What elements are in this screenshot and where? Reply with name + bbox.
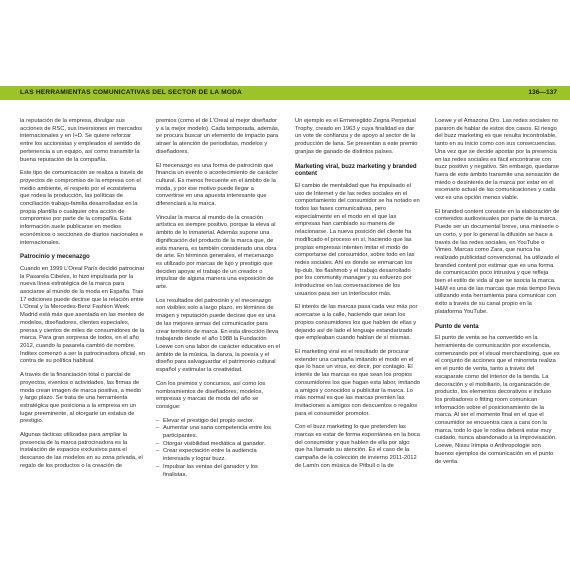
section-title: LAS HERRAMIENTAS COMUNICATIVAS DEL SECTOR DE LA MODA xyxy=(20,89,243,96)
paragraph: la reputación de la empresa, divulgar sus acciones de RSC, sus inversiones en mercados internacionales y en I+D. Se quiere reforzar entre los accionistas y empleados el sentido de pertenencia a un equipo, así como transmitir la buena reputación de la compañía. xyxy=(20,118,143,163)
paragraph: El mecenazgo es una forma de patrocinio que financia un evento o acontecimiento de carácter cultural. Es menos frecuente en el ámbito de la moda, y por ese motivo puede llegar a convertirse en una apuesta interesante que diferenciará a la marca. xyxy=(156,162,279,208)
paragraph: Un ejemplo es el Ermenegildo Zegna Perpetual Trophy, creado en 1963 y cuya finalidad es dar un vote de confianza y de apoyo al sector de la producción de lana. Se presentan a este premio granjas de ganado de distintos países. xyxy=(295,118,418,155)
paragraph: A través de la financiación total o parcial de proyectos, eventos o actividades, las firmas de moda crean imagen de marca positiva, a medio y largo plazo. Se trata de una herramienta estratégica que posiciona a la empresa en un lugar preeminente, al otorgarle un estatus de prestigio. xyxy=(20,372,142,425)
paragraph: Los resultados del patrocinio y el mecenazgo son visibles solo a largo plazo, en términos de imagen y reputación puede decirse que es una de las mejores armas del comunicador para crear territorio de marca. En esta dirección lleva trabajando desde el año 1988 la Fundación Loewe con una labor de carácter educativo en el ámbito de la música, la danza, la poesía y el diseño para salvaguardar el patrimonio cultural español y estimular la creatividad. xyxy=(156,297,281,374)
bullet-item: – Crear expectación entre la audiencia interesada y lograr buzz. xyxy=(156,448,281,463)
paragraph: Vincular la marca al mundo de la creación artística es siempre positivo, porque la eleva al ámbito de lo inmaterial. Además supone una dignificación del producto de la marca que, de esta manera, es también considerado una obra de arte. En términos generales, el mecenazgo es utilizado por marcas de lujo y prestigio que deciden apoyar el trabajo de un creador o impulsar de alguna manera una exposición de arte. xyxy=(156,214,277,291)
paragraph: premios (como el de L'Oreal al mejor diseñador y a la mejor modelo). Cada temporada, además, se procura buscar un elemento de impacto para atraer la atención de periodistas, modelos y diseñadores. xyxy=(156,118,280,155)
subheading: Patrocinio y mecenazgo xyxy=(20,253,90,261)
text-column-4 xyxy=(435,118,560,472)
subheading: Marketing viral, buzz marketing y branded content xyxy=(295,162,417,178)
paragraph: El cambio de mentalidad que ha impulsado el uso de Internet y de las redes sociales en el comportamiento del consumidor se ha notado en todos las fases comunicativas, pero especialmente en el modo en el que las empresas han cambiado su manera de relacionarse. La nueva posición del cliente ha modificado el proceso en sí, haciendo que las propias empresas intenten imitar el modo de comportarse del consumidor, sobre todo en las redes sociales. Ahí es donde se enmarcan los lip-dub, los flashmob y el trabajo desarrollado por los community manager y su esfuerzo por introducirse en las conversaciones de los usuarios para ser un interlocutor más. xyxy=(295,182,420,297)
page-numbers: 136—137 xyxy=(528,89,557,96)
paragraph: Loewe y el Amazona Oro. Las redes sociales no pararon de hablar de estos dos casos. El riesgo del buzz marketing es que resulta incontrolable, tanto en su inicio como con sus consecuencias. Una vez que se decide apostar por la presencia en las redes sociales es fácil encontrarse con buzz positivo y negativo. Sin embargo, quedarse fuera de este ámbito transmite una sensación de miedo o desinterés de la marca por estar en el escenario actual de las comunicaciones y cada vez es una opción menos viable. xyxy=(435,118,560,202)
section-header-bar xyxy=(0,86,570,100)
paragraph: El branded content consiste en la elaboración de contenidos audiovisuales por parte de la marca. Puede ser un documental breve, una miniserie o un corto, y por lo general la difusión se hace a través de las redes sociales, en YouTube o Vimeo. Marcas como Zara, que nunca ha realizado publicidad convencional, ha utilizado el branded content por estimar que es una forma de comunicación poco intrusiva y que refleja bien el estilo de vida al que se asocia la marca. H&M es una de las marcas que más tiempo lleva utilizando esta herramienta para comunicar con éxito a través de su canal propio en la plataforma YouTube. xyxy=(435,208,560,315)
bullet-item: – Elevar el prestigio del propio sector. xyxy=(156,418,281,426)
paragraph: El punto de venta se ha convertido en la herramienta de comunicación por excelencia, comenzando por el visual merchandising, que es el conjunto de acciones que el minorista realiza en el punto de venta, tanto a través del escaparate como del interior de la tienda. La decoración y el mobiliario, la organización de producto, los elementos decorativos e incluso los probadores o fitting room comunican información sobre el posicionamiento de la marca. Al ser el momento final en el que el consumidor se encuentra cara a cara con la marca, todo lo que le rodea deberá estar muy cuidado, nunca abandonado a la improvisación. Loewe, Nissu Irimpia o Anthropologie son buenos ejemplos de comunicación en el punto de venta. xyxy=(435,335,560,465)
paragraph: Algunas tácticas utilizadas para ampliar la presencia de la marca patrocinadora es la instalación de espacios exclusivos para el descanso de las modelos en su zona privada, el regalo de los productos o la creación de xyxy=(20,432,143,469)
paragraph: Este tipo de comunicación se realiza a través de proyectos de compromiso de la empresa con el medio ambiente, el respeto por el ecosistema que rodea la producción, las políticas de conciliación trabajo-familia desarrolladas en la propia plantilla o cualquier otra acción de compromiso por parte de la compañía. Esta información suele publicarse en medios económicos o secciones de diarios nacionales e internacionales. xyxy=(20,170,144,246)
bullet-item: – Impulsar las ventas del ganador y los finalistas. xyxy=(156,464,281,479)
bullet-list xyxy=(156,418,281,480)
paragraph: Con el buzz marketing lo que pretenden las marcas es estar de forma espontánea en la boca del consumidor y que hablen de ella por algo que ha llamado su atención. Es el caso de la campaña de la colección de invierno 2011-2012 de Lamín con música de Pitbull o la de xyxy=(295,424,420,469)
paragraph: El interés de las marcas pasa cada vez más por acercarse a la calle, haciendo que sean los propios consumidores los que hablen de ellas y dejando así de lado el lenguaje estandarizado que empleaban cuando hablan de sí mismas. xyxy=(295,304,418,342)
subheading: Punto de venta xyxy=(435,322,479,330)
paragraph: Con los premios y concursos, así como los nombramientos de diseñadores, modelos, empresas y marcas de moda del año se consigue: xyxy=(156,380,266,410)
bullet-item: – Otorgar visibilidad mediática al ganador. xyxy=(156,441,281,449)
text-column-1 xyxy=(20,118,145,477)
text-column-3 xyxy=(295,118,420,477)
text-column-2 xyxy=(156,118,281,485)
paragraph: El marketing viral es el resultado de procurar extender una campaña imitando el modo en el que lo hace un virus, es decir, por contagio. El interés de las marcas es que sean los propios consumidores los que hagan esta labor, imitando a amigos y conocidos a publicitar la marca. Lo más normal es que las marcas premien las invitaciones a amigos con descuentos o regalos para el consumidor promotor. xyxy=(295,348,420,417)
paragraph: Cuando en 1999 L'Oreal París decidió patrocinar la Pasarela Cibeles, lo hizo impulsada por la nueva línea estratégica de la marca para asociarse al mundo de la moda en España. Tras 17 ediciones puede decirse que la relación entre L'Oreal y la Mercedes-Benz Fashion Week Madrid está más que asentada en las mentes de modelos, diseñadores, clientes especiales, prensa y cientos de miles de consumidores de la marca. Para gran sorpresa de todos, en el año 2012, cuando la pasarela cambió de nombre, Inditex comenzó a ser la patrocinadora oficial, en contra de su política habitual. xyxy=(20,265,145,365)
bullet-item: – Aumentar una sana competencia entre los participantes. xyxy=(156,425,281,440)
